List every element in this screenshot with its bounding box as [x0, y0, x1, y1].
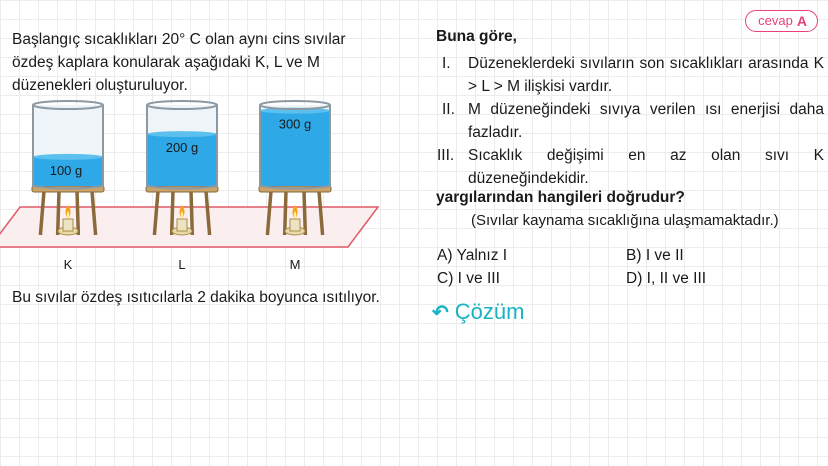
burner-body	[177, 219, 187, 231]
undo-arrow-icon: ↶	[432, 301, 449, 324]
setup-label-k: K	[63, 257, 73, 272]
burner-body	[63, 219, 73, 231]
setup-m	[259, 101, 331, 235]
solution-label: Çözüm	[454, 299, 525, 324]
option-text: I, II ve III	[646, 270, 707, 287]
statement-1	[442, 52, 824, 98]
water-surface	[33, 154, 103, 160]
setup-k	[32, 101, 104, 235]
question-note: (Sıvılar kaynama sıcaklığına ulaşmamaktadır.)	[471, 212, 779, 229]
water-surface	[147, 131, 217, 137]
statement-3	[437, 144, 824, 190]
option-d[interactable]	[626, 270, 706, 288]
mass-label-l: 200 g	[165, 140, 199, 156]
statement-number: II.	[442, 101, 455, 118]
option-key: C)	[437, 270, 454, 287]
stand-leg	[304, 191, 305, 235]
question-intro: Başlangıç sıcaklıkları 20° C olan aynı cins sıvılar özdeş kaplara konularak aşağıdaki K, L ve M düzenekleri oluşturuluyor.	[12, 31, 346, 94]
mass-label-k: 100 g	[49, 162, 83, 178]
option-text: Yalnız I	[456, 247, 508, 264]
stand-leg	[191, 191, 192, 235]
answer-badge[interactable]	[745, 10, 818, 32]
answer-badge-label: cevap	[758, 13, 793, 28]
option-key: D)	[626, 270, 643, 287]
option-key: A)	[437, 247, 453, 264]
statement-text: Düzeneklerdeki sıvıların son sıcaklıkları arasında K > L > M ilişkisi vardır.	[468, 55, 824, 95]
option-a[interactable]	[437, 247, 507, 265]
statement-text: M düzeneğindeki sıvıya verilen ısı enerjisi daha fazladır.	[468, 101, 824, 141]
stand-leg	[172, 191, 173, 235]
stand-leg	[285, 191, 286, 235]
option-key: B)	[626, 247, 642, 264]
stand-leg	[58, 191, 59, 235]
setup-label-m: M	[289, 257, 301, 272]
prompt-heading: Buna göre,	[436, 28, 517, 45]
option-c[interactable]	[437, 270, 500, 288]
mass-label-m: 300 g	[278, 116, 312, 132]
apparatus-illustration	[0, 95, 400, 280]
solution-link[interactable]	[432, 299, 524, 325]
setup-label-l: L	[178, 257, 186, 272]
statement-text: Sıcaklık değişimi en az olan sıvı K düzeneğindekidir.	[468, 147, 824, 187]
question-outro: Bu sıvılar özdeş ısıtıcılarla 2 dakika boyunca ısıtılıyor.	[12, 289, 380, 306]
stand-leg	[77, 191, 78, 235]
statement-number: III.	[437, 147, 455, 164]
statement-number: I.	[442, 55, 451, 72]
option-text: I ve III	[457, 270, 500, 287]
setup-l	[146, 101, 218, 235]
question-ask: yargılarından hangileri doğrudur?	[436, 189, 685, 206]
burner-body	[290, 219, 300, 231]
option-text: I ve II	[645, 247, 684, 264]
option-b[interactable]	[626, 247, 684, 265]
statement-2	[442, 98, 824, 144]
answer-letter: A	[796, 13, 807, 29]
